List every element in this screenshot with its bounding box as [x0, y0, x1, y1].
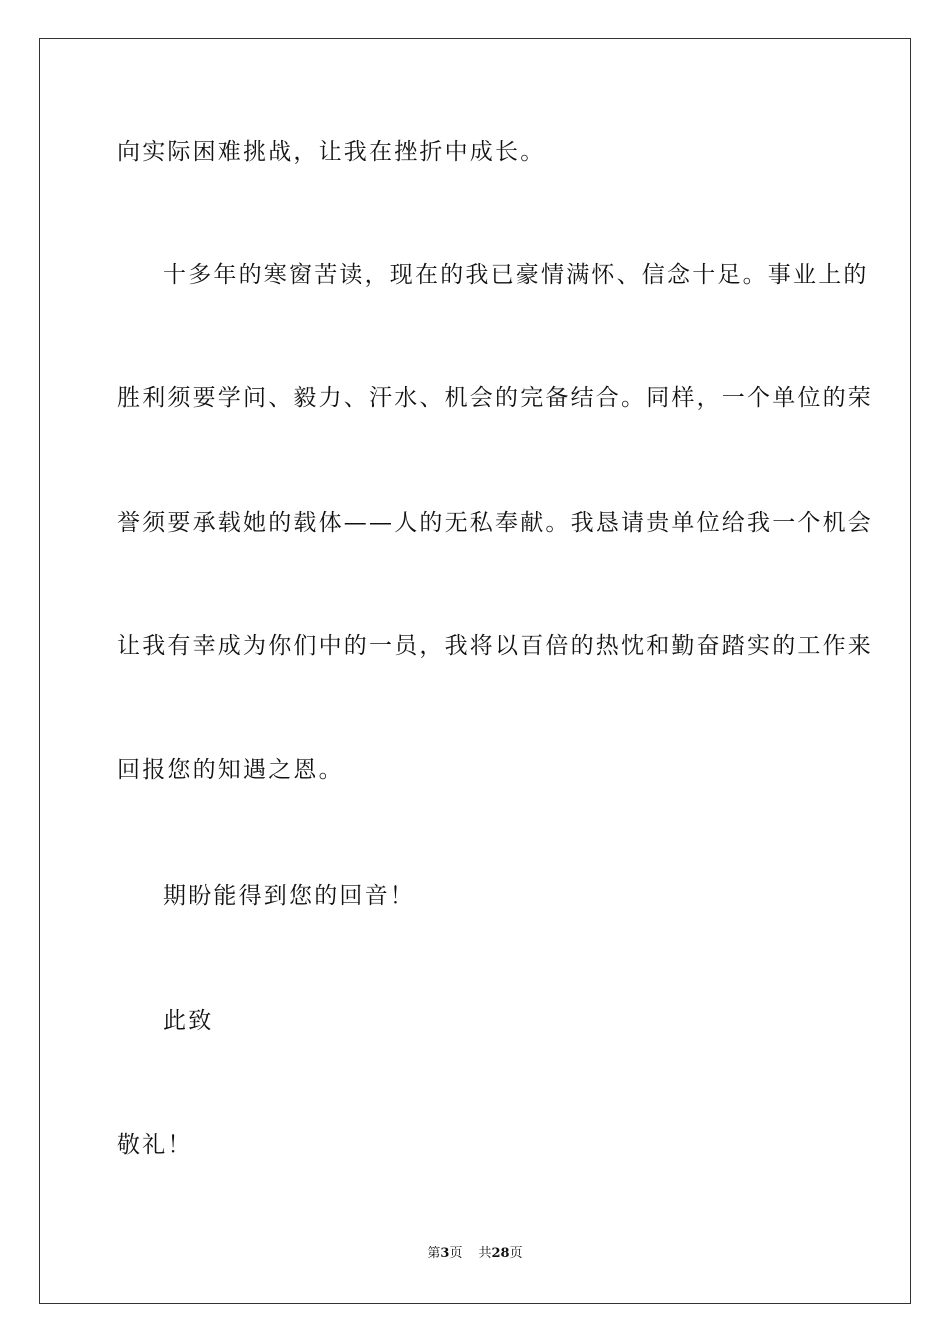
body-paragraph-2-line-2: 胜利须要学问、毅力、汗水、机会的完备结合。同样，一个单位的荣 — [117, 385, 873, 411]
salutation-jingli: 敬礼！ — [117, 1132, 193, 1158]
body-line-1: 向实际困难挑战，让我在挫折中成长。 — [117, 139, 546, 165]
footer-page-prefix: 第 — [427, 1246, 441, 1261]
page-footer — [0, 1246, 950, 1262]
footer-total-prefix: 共 — [478, 1246, 492, 1261]
footer-current-page: 3 — [440, 1246, 450, 1261]
page-border — [39, 38, 911, 1304]
body-paragraph-2-line-3: 誉须要承载她的载体——人的无私奉献。我恳请贵单位给我一个机会 — [117, 510, 873, 536]
body-paragraph-2-line-5: 回报您的知遇之恩。 — [117, 757, 344, 783]
salutation-cizhi: 此致 — [163, 1008, 214, 1034]
footer-page-suffix: 页 — [449, 1246, 463, 1261]
closing-line: 期盼能得到您的回音！ — [163, 883, 415, 909]
footer-total-pages: 28 — [491, 1246, 510, 1261]
body-paragraph-2-line-4: 让我有幸成为你们中的一员，我将以百倍的热忱和勤奋踏实的工作来 — [117, 633, 873, 659]
footer-total-suffix: 页 — [509, 1246, 523, 1261]
body-paragraph-2-line-1: 十多年的寒窗苦读，现在的我已豪情满怀、信念十足。事业上的 — [163, 262, 869, 288]
